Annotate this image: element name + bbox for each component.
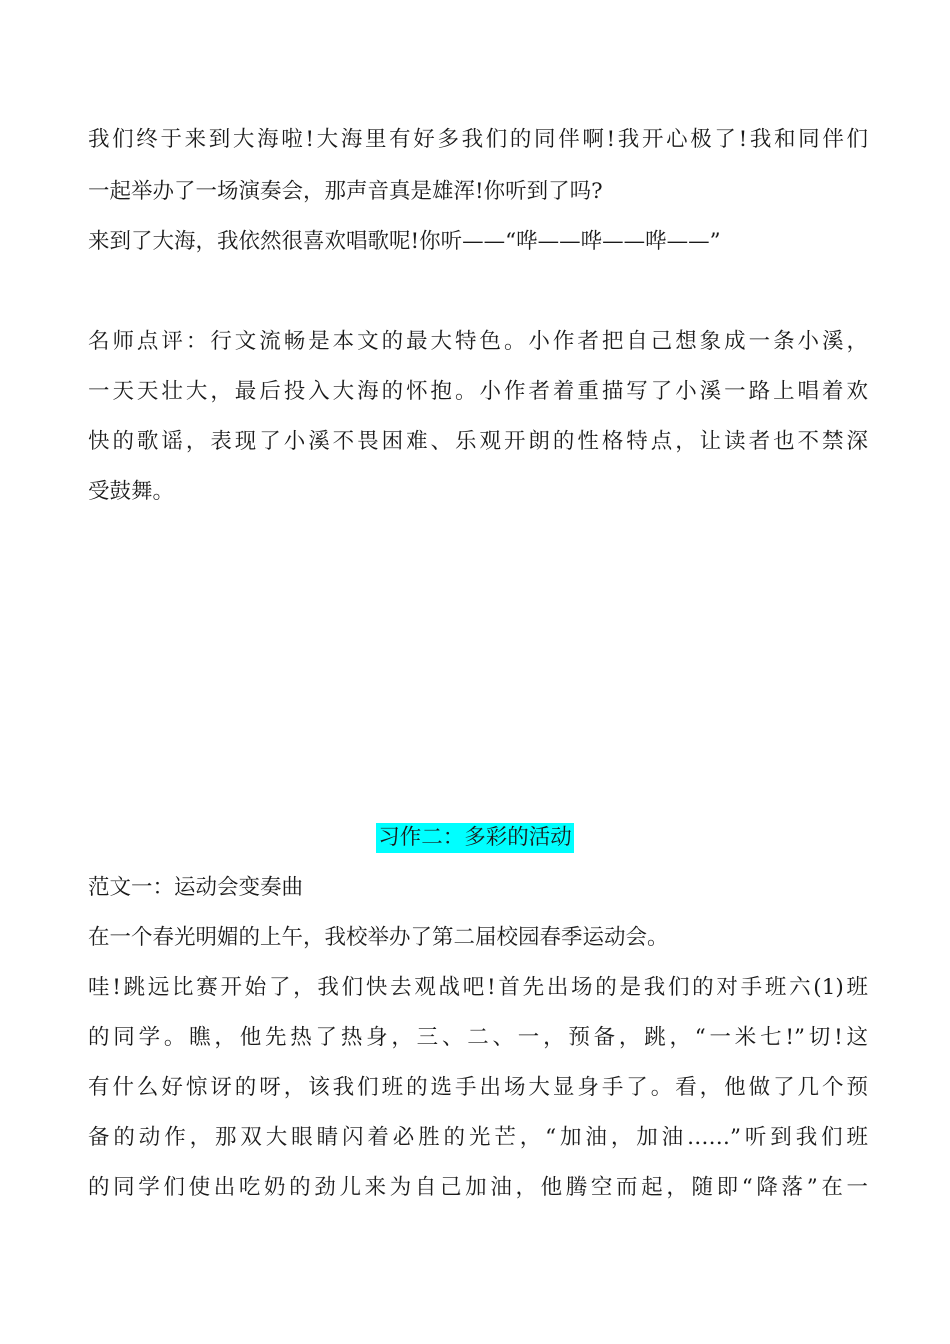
paragraph-line: 的同学们使出吃奶的劲儿来为自己加油，他腾空而起，随即“降落”在一	[88, 1175, 868, 1200]
comment-line: 快的歌谣，表现了小溪不畏困难、乐观开朗的性格特点，让读者也不禁深	[88, 429, 868, 454]
section-heading-row	[0, 823, 950, 853]
comment-line: 名师点评：行文流畅是本文的最大特色。小作者把自己想象成一条小溪，	[88, 329, 868, 354]
essay-title: 范文一：运动会变奏曲	[88, 875, 304, 900]
paragraph-line: 的同学。瞧，他先热了热身，三、二、一，预备，跳，“一米七!”切!这	[88, 1025, 868, 1050]
paragraph-line: 哇!跳远比赛开始了，我们快去观战吧!首先出场的是我们的对手班六(1)班	[88, 975, 868, 1000]
comment-line: 一天天壮大，最后投入大海的怀抱。小作者着重描写了小溪一路上唱着欢	[88, 379, 868, 404]
paragraph-line: 备的动作，那双大眼睛闪着必胜的光芒，“加油，加油……”听到我们班	[88, 1125, 868, 1150]
comment-line: 受鼓舞。	[88, 479, 175, 504]
paragraph-line: 来到了大海，我依然很喜欢唱歌呢!你听——“哗——哗——哗——”	[88, 229, 721, 254]
paragraph-line: 在一个春光明媚的上午，我校举办了第二届校园春季运动会。	[88, 925, 669, 950]
section-heading: 习作二：多彩的活动	[376, 823, 574, 853]
paragraph-line: 我们终于来到大海啦!大海里有好多我们的同伴啊!我开心极了!我和同伴们	[88, 127, 868, 152]
paragraph-line: 一起举办了一场演奏会，那声音真是雄浑!你听到了吗?	[88, 179, 603, 204]
paragraph-line: 有什么好惊讶的呀，该我们班的选手出场大显身手了。看，他做了几个预	[88, 1075, 868, 1100]
